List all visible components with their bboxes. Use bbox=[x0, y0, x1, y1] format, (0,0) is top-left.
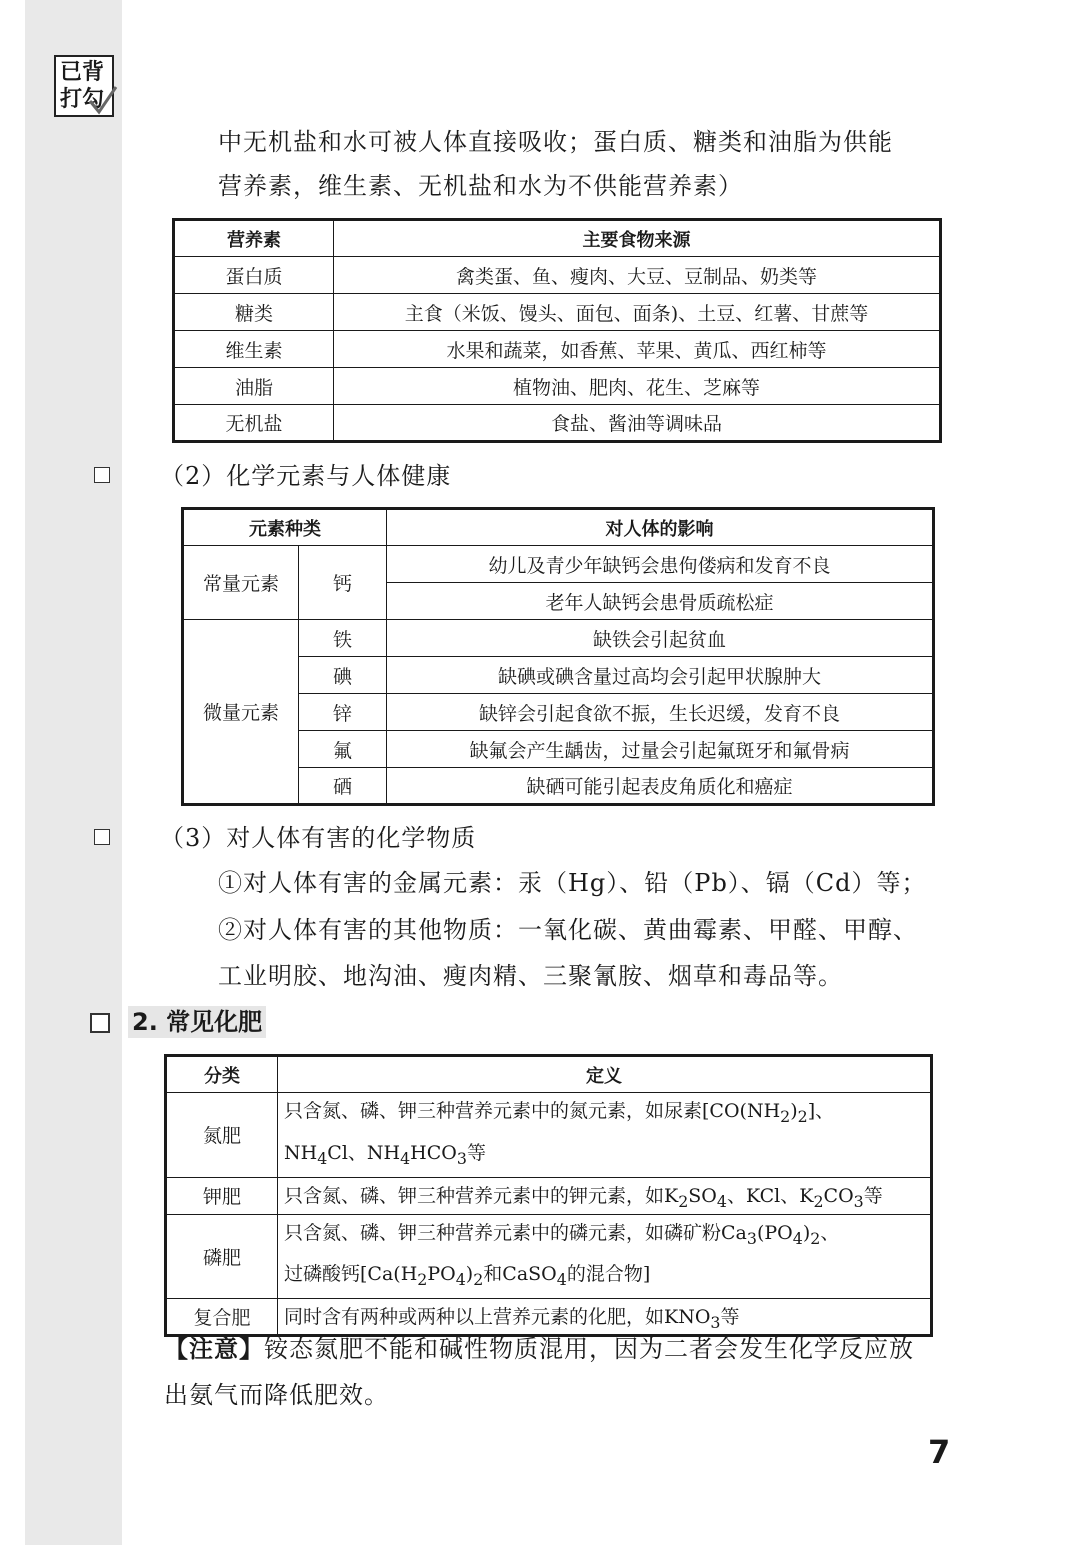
fertilizer-definition: 只含氮、磷、钾三种营养元素中的氮元素，如尿素$[CO(NH_2)_2]$、 $NH_4Cl$、$NH_4HCO_3$等 bbox=[278, 1093, 932, 1178]
note-label: 【注意】 bbox=[164, 1335, 264, 1363]
fertilizer-category: 氮肥 bbox=[166, 1093, 278, 1178]
nutrient-name: 油脂 bbox=[174, 368, 334, 405]
section3-checkbox[interactable] bbox=[94, 829, 110, 845]
element-name: 钙 bbox=[299, 546, 387, 620]
checkmark-icon bbox=[88, 85, 118, 117]
table-row bbox=[183, 620, 934, 657]
heading2-checkbox[interactable] bbox=[90, 1013, 110, 1033]
table-row bbox=[166, 1214, 932, 1299]
table-row bbox=[183, 546, 934, 583]
intro-line-1: 中无机盐和水可被人体直接吸收；蛋白质、糖类和油脂为供能 bbox=[218, 128, 893, 156]
table-row bbox=[174, 257, 941, 294]
element-health-table bbox=[181, 507, 935, 806]
fertilizer-category: 钾肥 bbox=[166, 1177, 278, 1214]
element-name: 硒 bbox=[299, 768, 387, 805]
element-name: 铁 bbox=[299, 620, 387, 657]
checked-badge bbox=[54, 55, 114, 117]
fertilizer-definition: 同时含有两种或两种以上营养元素的化肥，如$KNO_3$等 bbox=[278, 1299, 932, 1336]
nutrient-table bbox=[172, 218, 942, 443]
note-line-1 bbox=[164, 1326, 914, 1372]
definition-header: 定义 bbox=[278, 1056, 932, 1093]
food-source: 禽类蛋、鱼、瘦肉、大豆、豆制品、奶类等 bbox=[334, 257, 941, 294]
table-row bbox=[174, 294, 941, 331]
food-source: 植物油、肥肉、花生、芝麻等 bbox=[334, 368, 941, 405]
effect-header: 对人体的影响 bbox=[387, 509, 934, 546]
micro-category: 微量元素 bbox=[183, 620, 299, 805]
note-text: 铵态氮肥不能和碱性物质混用，因为二者会发生化学反应放 bbox=[264, 1335, 914, 1363]
macro-category: 常量元素 bbox=[183, 546, 299, 620]
category-header: 分类 bbox=[166, 1056, 278, 1093]
nutrient-header: 营养素 bbox=[174, 220, 334, 257]
element-name: 碘 bbox=[299, 657, 387, 694]
food-source: 水果和蔬菜，如香蕉、苹果、黄瓜、西红柿等 bbox=[334, 331, 941, 368]
table-row bbox=[174, 331, 941, 368]
badge-line1: 已背 bbox=[60, 60, 105, 85]
section3-line-3: 工业明胶、地沟油、瘦肉精、三聚氰胺、烟草和毒品等。 bbox=[218, 962, 843, 990]
fertilizer-table bbox=[164, 1054, 933, 1337]
section2-checkbox[interactable] bbox=[94, 467, 110, 483]
nutrient-name: 无机盐 bbox=[174, 405, 334, 442]
element-name: 锌 bbox=[299, 694, 387, 731]
element-name: 氟 bbox=[299, 731, 387, 768]
element-effect: 幼儿及青少年缺钙会患佝偻病和发育不良 bbox=[387, 546, 934, 583]
section3-title: （3）对人体有害的化学物质 bbox=[160, 824, 477, 852]
food-source: 食盐、酱油等调味品 bbox=[334, 405, 941, 442]
element-effect: 缺锌会引起食欲不振，生长迟缓，发育不良 bbox=[387, 694, 934, 731]
element-effect: 缺铁会引起贫血 bbox=[387, 620, 934, 657]
section2-title: （2）化学元素与人体健康 bbox=[160, 462, 452, 490]
section3-line-2: ②对人体有害的其他物质：一氧化碳、黄曲霉素、甲醛、甲醇、 bbox=[218, 916, 918, 944]
nutrient-name: 维生素 bbox=[174, 331, 334, 368]
left-margin-band bbox=[25, 0, 122, 1545]
fertilizer-definition: 只含氮、磷、钾三种营养元素中的磷元素，如磷矿粉$Ca_3(PO_4)_2$、 过磷酸钙[$Ca(H_2PO_4)_2$和CaSO$_4$的混合物] bbox=[278, 1214, 932, 1299]
note-line-2: 出氨气而降低肥效。 bbox=[164, 1381, 389, 1409]
fertilizer-definition: 只含氮、磷、钾三种营养元素中的钾元素，如$K_2SO_4$、KCl、$K_2CO_3$等 bbox=[278, 1177, 932, 1214]
badge-line2: 打勾 bbox=[60, 87, 105, 112]
section3-line-1: ①对人体有害的金属元素：汞（Hg）、铅（Pb）、镉（Cd）等； bbox=[218, 869, 927, 897]
table-row bbox=[174, 405, 941, 442]
fertilizer-heading: 2. 常见化肥 bbox=[128, 1006, 266, 1038]
food-source-header: 主要食物来源 bbox=[334, 220, 941, 257]
page-number: 7 bbox=[928, 1433, 951, 1471]
intro-line-2: 营养素，维生素、无机盐和水为不供能营养素） bbox=[218, 172, 743, 200]
element-effect: 缺碘或碘含量过高均会引起甲状腺肿大 bbox=[387, 657, 934, 694]
table-row bbox=[166, 1177, 932, 1214]
fertilizer-category: 磷肥 bbox=[166, 1214, 278, 1299]
element-type-header: 元素种类 bbox=[183, 509, 387, 546]
element-effect: 缺氟会产生龋齿，过量会引起氟斑牙和氟骨病 bbox=[387, 731, 934, 768]
table-row bbox=[166, 1093, 932, 1178]
element-effect: 老年人缺钙会患骨质疏松症 bbox=[387, 583, 934, 620]
fertilizer-category: 复合肥 bbox=[166, 1299, 278, 1336]
nutrient-name: 糖类 bbox=[174, 294, 334, 331]
element-effect: 缺硒可能引起表皮角质化和癌症 bbox=[387, 768, 934, 805]
table-row bbox=[174, 368, 941, 405]
nutrient-name: 蛋白质 bbox=[174, 257, 334, 294]
food-source: 主食（米饭、馒头、面包、面条)、土豆、红薯、甘蔗等 bbox=[334, 294, 941, 331]
